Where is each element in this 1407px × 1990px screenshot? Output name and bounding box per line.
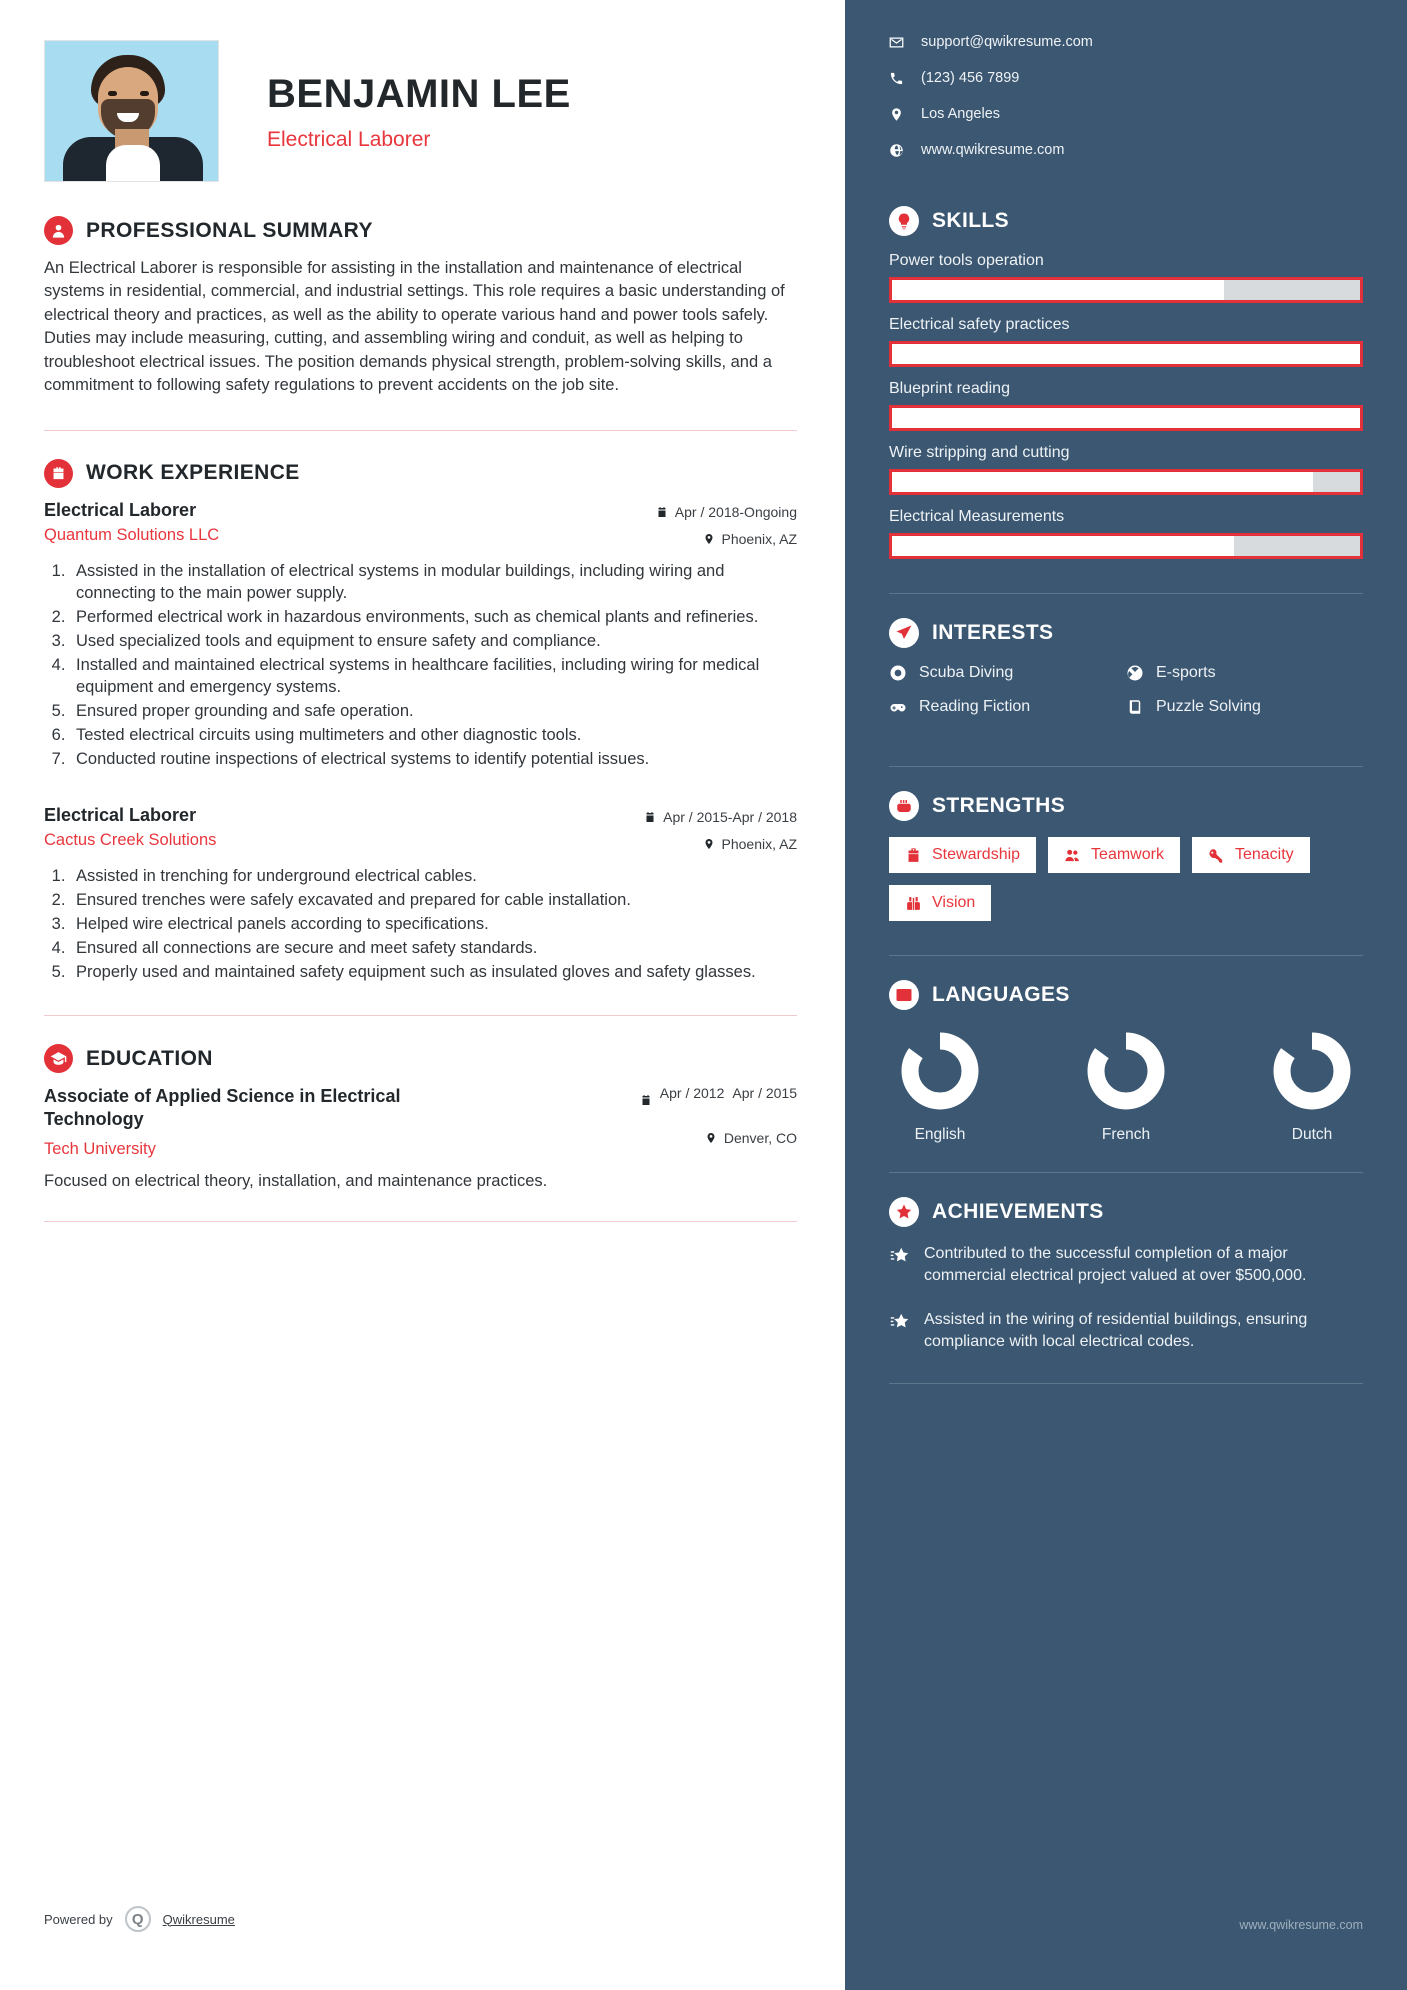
name-block xyxy=(219,40,571,152)
section-languages xyxy=(889,980,1363,1144)
interest-item: E-sports xyxy=(1126,664,1363,682)
location-pin-icon xyxy=(703,533,715,545)
language-item xyxy=(1273,1032,1351,1144)
skill-item xyxy=(889,316,1363,367)
skill-progress-fill xyxy=(892,408,1360,428)
qwikresume-logo-icon: Q xyxy=(125,1906,151,1932)
skill-progress-bar xyxy=(889,533,1363,559)
language-item xyxy=(1087,1032,1165,1144)
list-item: 4. Ensured all connections are secure and meet safety standards. xyxy=(70,937,797,959)
gamepad-icon xyxy=(889,698,907,716)
interest-item: Puzzle Solving xyxy=(1126,698,1363,716)
user-circle-icon xyxy=(44,216,73,245)
star-icon xyxy=(889,1312,910,1333)
list-item: 7. Conducted routine inspections of electrical systems to identify potential issues. xyxy=(70,748,797,770)
list-item: 1. Assisted in trenching for underground electrical cables. xyxy=(70,865,797,887)
calendar-icon xyxy=(640,1094,652,1106)
contact-website[interactable]: www.qwikresume.com xyxy=(889,142,1363,158)
section-header xyxy=(889,980,1363,1010)
job-bullets xyxy=(70,560,797,771)
section-header xyxy=(889,618,1363,648)
language-label: French xyxy=(1101,1126,1151,1143)
briefcase-icon xyxy=(44,459,73,488)
achievement-item: Contributed to the successful completion of a major commercial electrical project valued at over $500,000. xyxy=(889,1243,1363,1287)
strength-item: Stewardship xyxy=(889,837,1036,873)
contact-email[interactable]: support@qwikresume.com xyxy=(889,34,1363,50)
list-item: 4. Installed and maintained electrical systems in healthcare facilities, including wiring for medical equipment and emergency systems. xyxy=(70,654,797,698)
job-bullets xyxy=(70,865,797,984)
language-donut-chart xyxy=(901,1032,979,1110)
experience-item xyxy=(44,500,797,771)
section-title: SKILLS xyxy=(932,209,1010,232)
job-role-subtitle: Electrical Laborer xyxy=(267,128,431,151)
email-icon xyxy=(889,35,904,50)
skill-progress-fill xyxy=(892,536,1234,556)
section-title: EDUCATION xyxy=(86,1046,213,1070)
key-icon xyxy=(1208,847,1225,864)
contact-list xyxy=(889,34,1363,158)
strength-item: Teamwork xyxy=(1048,837,1180,873)
skill-progress-bar xyxy=(889,405,1363,431)
divider xyxy=(889,593,1363,594)
section-skills xyxy=(889,206,1363,559)
skill-label: Power tools operation xyxy=(889,252,1044,269)
section-achievements xyxy=(889,1197,1363,1353)
list-item: 2. Performed electrical work in hazardous environments, such as chemical plants and refineries. xyxy=(70,606,797,628)
sidebar-footer-url: www.qwikresume.com xyxy=(1239,1918,1363,1932)
interest-item: Reading Fiction xyxy=(889,698,1126,716)
skill-label: Blueprint reading xyxy=(889,380,1010,397)
summary-text: An Electrical Laborer is responsible for assisting in the installation and maintenance of electrical systems in residential, commercial, and industrial settings. This role requires a basic understanding of electrical theory and practices, as well as the ability to operate various hand and power tools safely. Duties may include measuring, cutting, and assembling wiring and conduit, as well as helping to troubleshoot electrical issues. The position demands physical strength, problem-solving skills, and a commitment to following safety regulations to prevent accidents on the job site. xyxy=(44,259,785,395)
page-title: BENJAMIN LEE xyxy=(267,72,571,116)
footer-branding xyxy=(44,1906,235,1932)
list-item: 3. Helped wire electrical panels according to specifications. xyxy=(70,913,797,935)
powered-by-label: Powered by xyxy=(44,1911,113,1927)
fist-icon xyxy=(889,791,919,821)
job-company: Cactus Creek Solutions xyxy=(44,830,217,849)
contact-location: Los Angeles xyxy=(889,106,1363,122)
divider xyxy=(44,1015,797,1016)
skill-progress-fill xyxy=(892,280,1224,300)
list-item: 6. Tested electrical circuits using multimeters and other diagnostic tools. xyxy=(70,724,797,746)
divider xyxy=(889,1383,1363,1384)
languages-list xyxy=(889,1026,1363,1144)
divider xyxy=(889,955,1363,956)
language-donut-chart xyxy=(1087,1032,1165,1110)
star-icon xyxy=(889,1246,910,1267)
book-icon xyxy=(1126,698,1144,716)
section-header xyxy=(889,206,1363,236)
strengths-list xyxy=(889,837,1363,921)
skill-item xyxy=(889,252,1363,303)
education-school: Tech University xyxy=(44,1139,156,1158)
users-icon xyxy=(1064,847,1081,864)
life-ring-icon xyxy=(889,664,907,682)
experience-item xyxy=(44,805,797,984)
star-badge-icon xyxy=(889,1197,919,1227)
skill-label: Electrical safety practices xyxy=(889,316,1070,333)
education-item xyxy=(44,1085,797,1159)
section-title: ACHIEVEMENTS xyxy=(932,1200,1104,1223)
phone-icon xyxy=(889,71,904,86)
strength-item: Tenacity xyxy=(1192,837,1310,873)
contact-phone[interactable]: (123) 456 7899 xyxy=(889,70,1363,86)
language-label: English xyxy=(914,1126,966,1143)
section-title: PROFESSIONAL SUMMARY xyxy=(86,218,373,242)
location-pin-icon xyxy=(703,838,715,850)
job-date: Apr / 2015-Apr / 2018 xyxy=(644,809,797,825)
translate-icon xyxy=(889,980,919,1010)
toolbox-icon xyxy=(905,847,922,864)
skill-progress-bar xyxy=(889,469,1363,495)
section-work-experience xyxy=(44,459,797,984)
divider xyxy=(44,1221,797,1222)
skill-progress-bar xyxy=(889,277,1363,303)
skill-progress-fill xyxy=(892,472,1313,492)
resume-header xyxy=(44,40,797,182)
divider xyxy=(44,430,797,431)
section-title: STRENGTHS xyxy=(932,794,1066,817)
section-education xyxy=(44,1044,797,1191)
education-degree: Associate of Applied Science in Electrical Technology xyxy=(44,1086,401,1130)
graduation-cap-icon xyxy=(44,1044,73,1073)
job-title: Electrical Laborer xyxy=(44,804,197,825)
calendar-icon xyxy=(644,811,656,823)
job-location: Phoenix, AZ xyxy=(656,531,797,547)
language-donut-chart xyxy=(1273,1032,1351,1110)
avatar xyxy=(44,40,219,182)
lightbulb-icon xyxy=(889,206,919,236)
job-title: Electrical Laborer xyxy=(44,499,197,520)
section-title: WORK EXPERIENCE xyxy=(86,461,300,485)
section-strengths xyxy=(889,791,1363,921)
education-description: Focused on electrical theory, installation, and maintenance practices. xyxy=(44,1171,548,1190)
list-item: 3. Used specialized tools and equipment to ensure safety and compliance. xyxy=(70,630,797,652)
section-header xyxy=(44,216,797,245)
skill-item xyxy=(889,508,1363,559)
interest-item: Scuba Diving xyxy=(889,664,1126,682)
qwikresume-link[interactable]: Qwikresume xyxy=(162,1911,235,1927)
skill-progress-bar xyxy=(889,341,1363,367)
location-pin-icon xyxy=(889,107,904,122)
divider xyxy=(889,1172,1363,1173)
job-company: Quantum Solutions LLC xyxy=(44,525,220,544)
skill-label: Electrical Measurements xyxy=(889,508,1065,525)
section-header xyxy=(889,791,1363,821)
skill-label: Wire stripping and cutting xyxy=(889,444,1070,461)
section-header xyxy=(44,459,797,488)
skills-list xyxy=(889,252,1363,559)
basketball-icon xyxy=(1126,664,1144,682)
job-location: Phoenix, AZ xyxy=(644,836,797,852)
list-item: 1. Assisted in the installation of electrical systems in modular buildings, including wiring and connecting to the main power supply. xyxy=(70,560,797,604)
list-item: 5. Ensured proper grounding and safe operation. xyxy=(70,700,797,722)
paper-plane-icon xyxy=(889,618,919,648)
section-professional-summary xyxy=(44,216,797,398)
education-date-start: Apr / 2012 xyxy=(659,1085,725,1102)
interests-list xyxy=(889,664,1363,732)
job-date: Apr / 2018-Ongoing xyxy=(656,504,797,520)
skill-progress-fill xyxy=(892,344,1360,364)
section-title: LANGUAGES xyxy=(932,983,1070,1006)
education-date-end: Apr / 2015 xyxy=(732,1085,797,1102)
skill-item xyxy=(889,380,1363,431)
section-title: INTERESTS xyxy=(932,621,1054,644)
divider xyxy=(889,766,1363,767)
section-header xyxy=(44,1044,797,1073)
section-header xyxy=(889,1197,1363,1227)
education-location: Denver, CO xyxy=(640,1130,797,1146)
list-item: 2. Ensured trenches were safely excavated and prepared for cable installation. xyxy=(70,889,797,911)
language-item xyxy=(901,1032,979,1144)
achievement-item: Assisted in the wiring of residential buildings, ensuring compliance with local electrical codes. xyxy=(889,1309,1363,1353)
location-pin-icon xyxy=(705,1132,717,1144)
education-dates xyxy=(640,1085,797,1106)
section-interests xyxy=(889,618,1363,732)
strength-item: Vision xyxy=(889,885,991,921)
globe-icon xyxy=(889,143,904,158)
list-item: 5. Properly used and maintained safety equipment such as insulated gloves and safety glasses. xyxy=(70,961,797,983)
calendar-icon xyxy=(656,506,668,518)
binoculars-icon xyxy=(905,895,922,912)
skill-item xyxy=(889,444,1363,495)
language-label: Dutch xyxy=(1291,1126,1333,1143)
right-sidebar xyxy=(845,0,1407,1990)
